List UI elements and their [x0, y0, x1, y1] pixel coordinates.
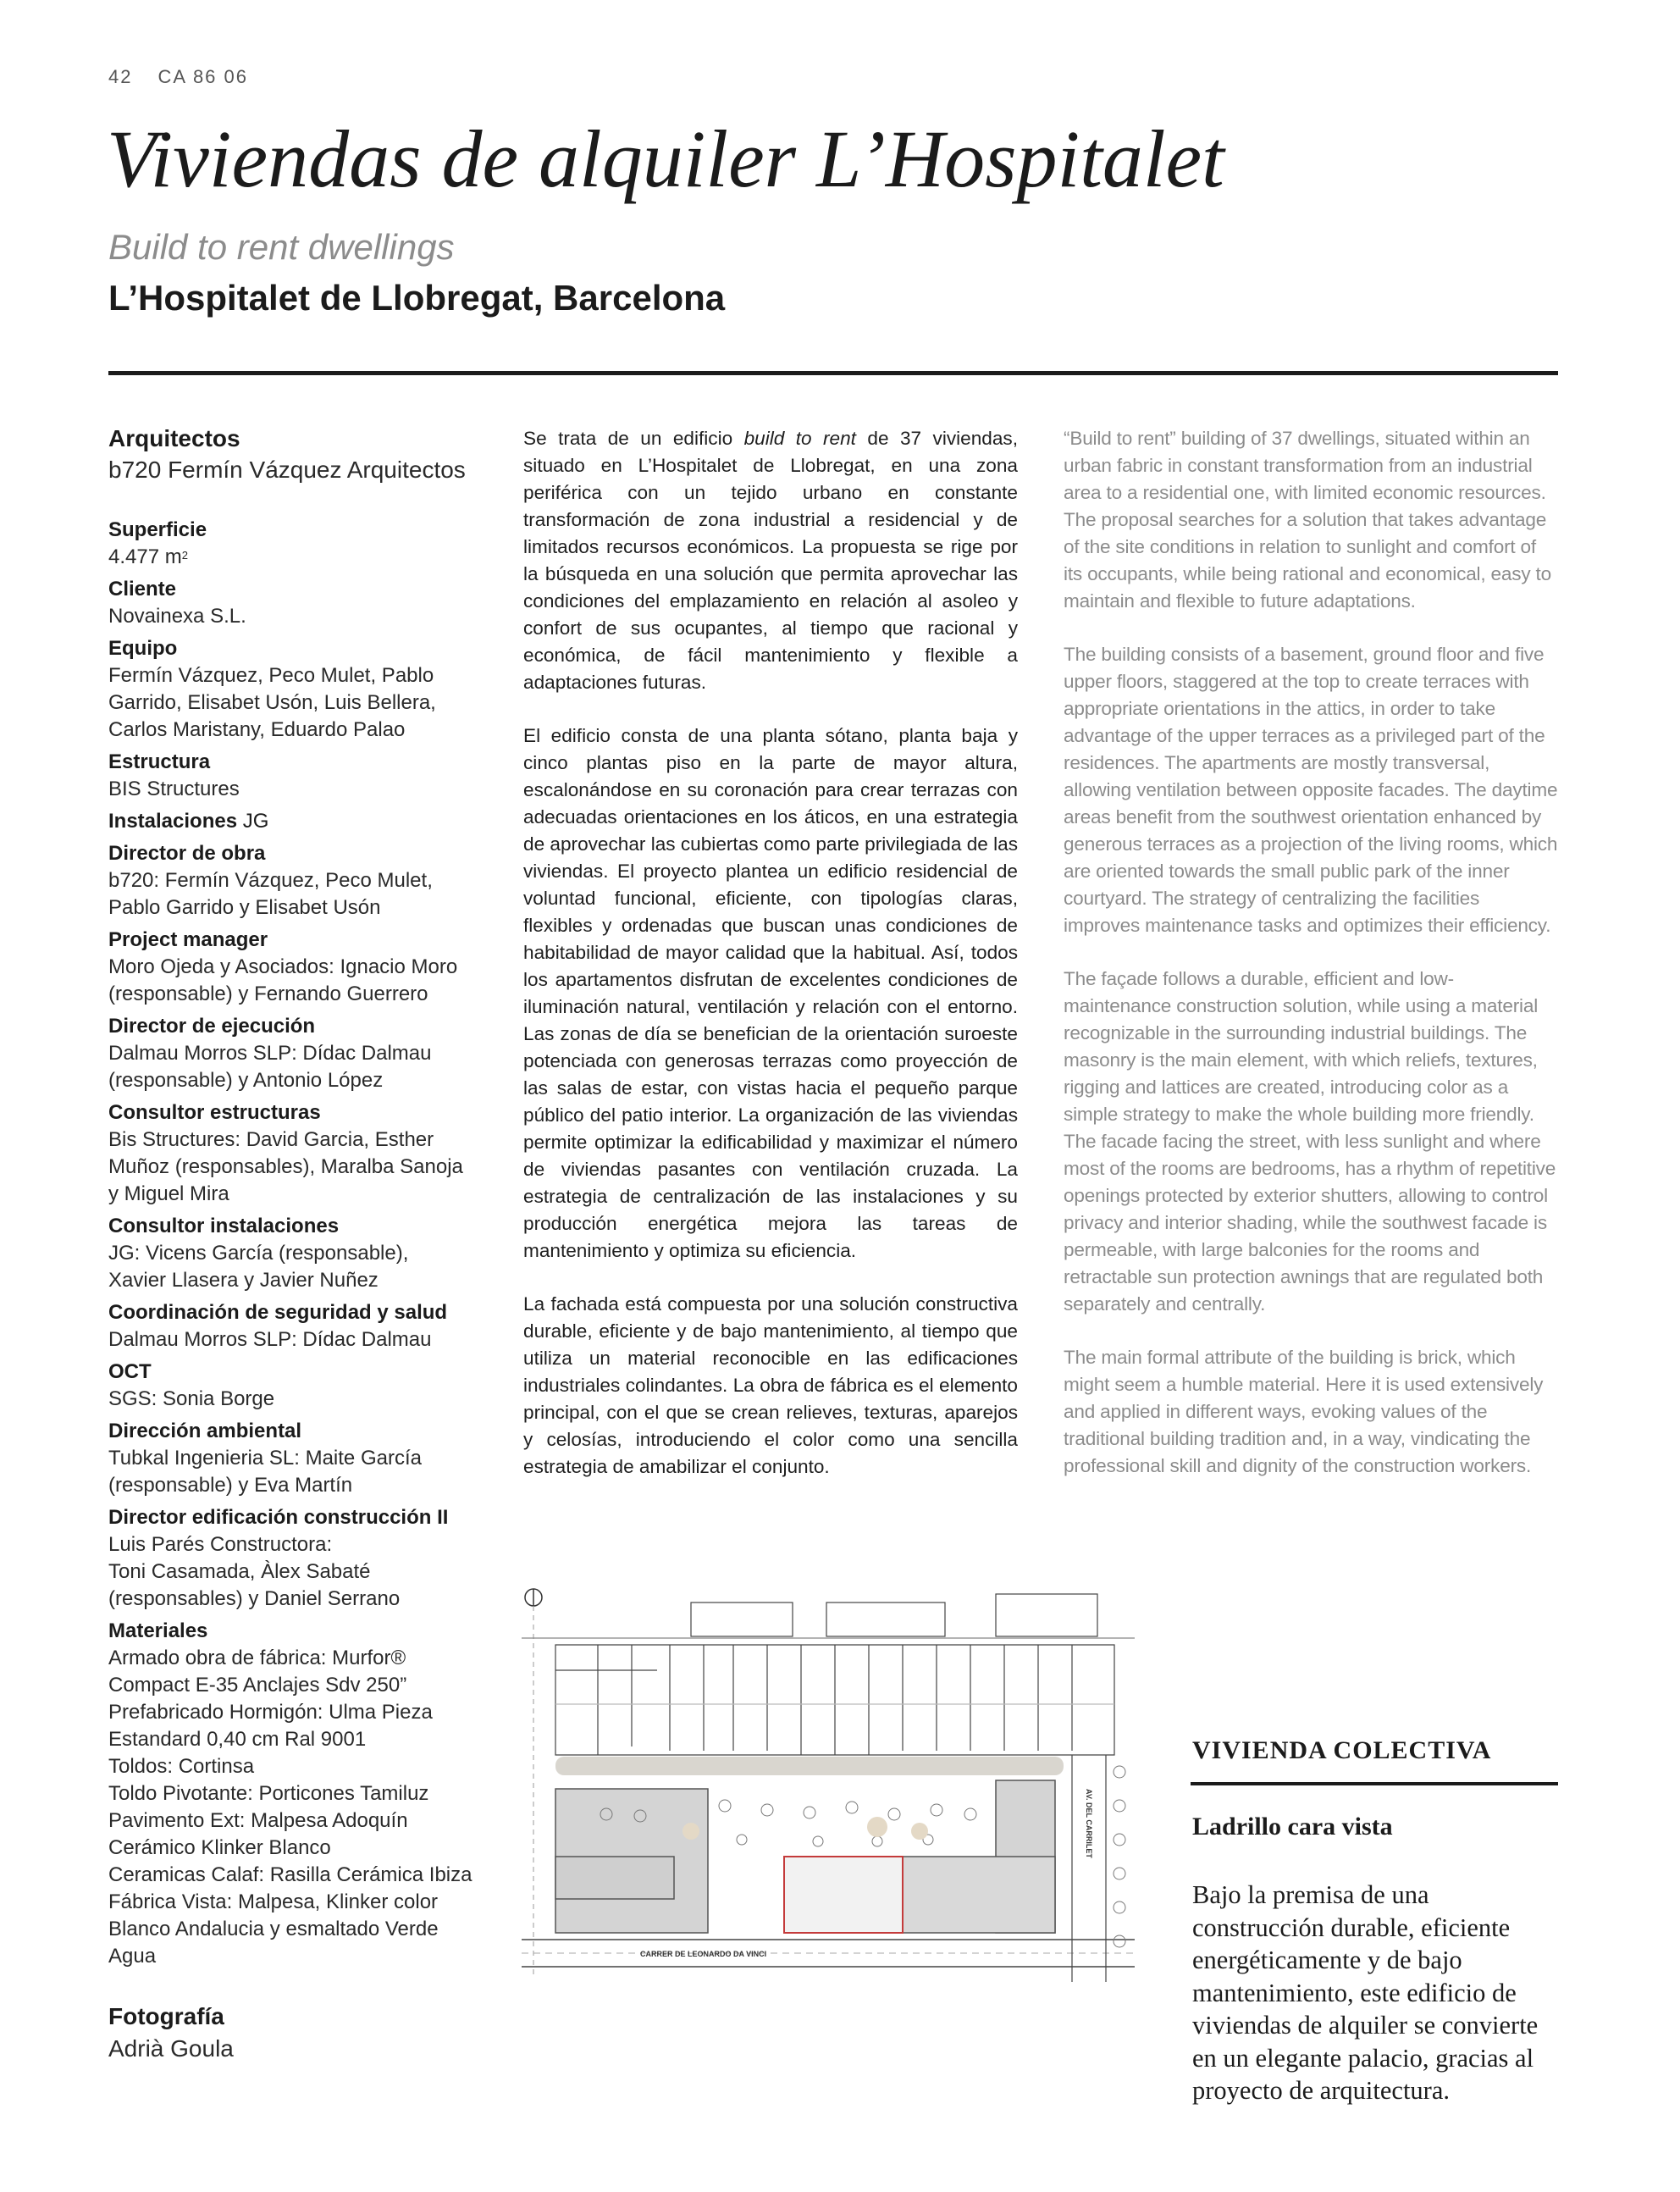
- credit-label: Equipo: [108, 637, 178, 660]
- credit-value: b720 Fermín Vázquez Arquitectos: [108, 457, 466, 483]
- credit-label-inline: [108, 808, 498, 835]
- credit-project-manager: [108, 927, 498, 1008]
- english-paragraph: The main formal attribute of the building is brick, which might seem a humble material. Here it is used extensively and applied in different ways, evoking values of the traditional building tradition and, in a way, vindicating the professional skill and dignity of the construction workers.: [1064, 1347, 1544, 1476]
- credit-label: Dirección ambiental: [108, 1420, 302, 1442]
- text-run: de 37 viviendas, situado en L’Hospitalet de Llobregat, en una zona periférica con un tejido urbano en constante transformación de zona industrial a residencial y de limitados recursos económicos. La propuesta se rige por la búsqueda en una solución que permita aprovechar las condiciones del emplazamiento en relación al asoleo y confort de sus ocupantes, al tiempo que racional y económica, de fácil mantenimiento y flexible a adaptaciones futuras.: [523, 428, 1018, 693]
- english-paragraph: The building consists of a basement, ground floor and five upper floors, staggered at the top to create terraces with appropriate orientations in the attics, in order to take advantage of the upper terraces as a privileged part of the residences. The apartments are mostly transversal, allowing ventilation between opposite facades. The daytime areas benefit from the southwest orientation enhanced by generous terraces as a projection of the living rooms, which are oriented towards the small public park of the inner courtyard. The strategy of centralizing the facilities improves maintenance tasks and optimizes their efficiency.: [1064, 644, 1558, 936]
- credit-consultor-estructuras: [108, 1099, 498, 1208]
- credit-value: JG: [242, 810, 269, 833]
- credit-value: Adrià Goula: [108, 2035, 234, 2062]
- page-subtitle: Build to rent dwellings: [108, 227, 455, 267]
- credit-value: Moro Ojeda y Asociados: Ignacio Moro (responsable) y Fernando Guerrero: [108, 955, 458, 1005]
- credit-label: Materiales: [108, 1619, 208, 1642]
- spanish-paragraph: La fachada está compuesta por una solución constructiva durable, eficiente y de bajo mantenimiento, al tiempo que utiliza un material reconocible en las edificaciones industriales colindantes. La obra de fábrica es el elemento principal, con el que se crean relieves, texturas, aparejos y celosías, introduciendo el color como una sencilla estrategia de amabilizar el conjunto.: [523, 1293, 1018, 1477]
- english-paragraph: The façade follows a durable, efficient and low-maintenance construction solution, while using a material recognizable in the surrounding industrial buildings. The masonry is the main element, with which reliefs, textures, rigging and lattices are created, introducing color as a simple strategy to make the whole building more friendly. The facade facing the street, with less sunlight and where most of the rooms are bedrooms, has a rhythm of repetitive openings protected by exterior shutters, allowing to control privacy and interior shading, while the southwest facade is permeable, with large balconies for the rooms and retractable sun protection awnings that are regulated both separately and centrally.: [1064, 968, 1556, 1315]
- sidebar-divider: [1191, 1782, 1558, 1785]
- credit-director-obra: [108, 840, 498, 922]
- credit-direccion-ambiental: [108, 1418, 498, 1499]
- credit-value: Dalmau Morros SLP: Dídac Dalmau: [108, 1328, 432, 1351]
- text-run: Se trata de un edificio: [523, 428, 744, 449]
- credit-label: Instalaciones: [108, 810, 238, 833]
- credit-fotografia: [108, 2001, 498, 2065]
- english-text-column: [1064, 425, 1558, 1506]
- spanish-paragraph: [523, 425, 1018, 696]
- street-label: CARRER DE LEONARDO DA VINCI: [640, 1950, 767, 1958]
- site-plan-drawing: [522, 1577, 1135, 1982]
- credit-label: Fotografía: [108, 2003, 224, 2029]
- header-divider: [108, 371, 1558, 375]
- credit-value: Dalmau Morros SLP: Dídac Dalmau (responsable) y Antonio López: [108, 1042, 432, 1092]
- spanish-text-column: [523, 425, 1018, 1507]
- credit-label: Estructura: [108, 750, 211, 773]
- sidebar-body: Bajo la premisa de una construcción durable, eficiente energéticamente y de bajo mantenimiento, este edificio de viviendas de alquiler se convierte en un elegante palacio, gracias al proyecto de arquitectura.: [1192, 1880, 1539, 2105]
- side-street-label: AV. DEL CARRILET: [1085, 1789, 1093, 1858]
- credit-consultor-instalaciones: [108, 1213, 498, 1294]
- credit-superficie: [108, 517, 498, 571]
- credits-column: [108, 423, 498, 2070]
- credit-value: JG: Vicens García (responsable), Xavier Llasera y Javier Nuñez: [108, 1242, 409, 1292]
- issue-code: CA 86 06: [158, 66, 248, 87]
- credit-label: Project manager: [108, 928, 268, 951]
- credit-label: Coordinación de seguridad y salud: [108, 1301, 448, 1324]
- credit-value: BIS Structures: [108, 778, 240, 800]
- credit-materiales: [108, 1618, 498, 1970]
- credit-director-edificacion: [108, 1504, 498, 1613]
- credit-value: Tubkal Ingenieria SL: Maite García (responsable) y Eva Martín: [108, 1447, 422, 1497]
- credit-arquitectos: [108, 423, 498, 486]
- credit-value: SGS: Sonia Borge: [108, 1387, 275, 1410]
- credit-value: Luis Parés Constructora: Toni Casamada, Àlex Sabaté (responsables) y Daniel Serrano: [108, 1533, 401, 1610]
- credit-label: Director de ejecución: [108, 1015, 316, 1038]
- credit-cliente: [108, 576, 498, 630]
- credit-value: Bis Structures: David Garcia, Esther Muñoz (responsables), Maralba Sanoja y Miguel Mira: [108, 1128, 463, 1205]
- credit-value: b720: Fermín Vázquez, Peco Mulet, Pablo Garrido y Elisabet Usón: [108, 869, 433, 919]
- credit-label: Arquitectos: [108, 425, 240, 451]
- credit-coordinacion-seguridad: [108, 1299, 498, 1353]
- credit-director-ejecucion: [108, 1013, 498, 1094]
- spanish-paragraph: El edificio consta de una planta sótano, planta baja y cinco plantas piso en la parte de mayor altura, escalonándose en su coronación para crear terrazas con adecuadas orientaciones en los áticos, en una estrategia de aprovechar las cubiertas como parte privilegiada de las viviendas. El proyecto plantea un edificio residencial de voluntad funcional, eficiente, con tipologías claras, flexibles y ordenadas que buscan unas condiciones de habitabilidad de mayor calidad que la habitual. Así, todos los apartamentos disfrutan de excelentes condiciones de iluminación natural, ventilación y relación con el entorno. Las zonas de día se benefician de la orientación suroeste potenciada con generosas terrazas como proyección de las salas de estar, con vistas hacia el pequeño parque público del patio interior. La organización de las viviendas permite optimizar la edificabilidad y maximizar el número de viviendas pasantes con ventilación cruzada. La estrategia de centralización de las instalaciones y su producción energética mejora las tareas de mantenimiento y optimiza su eficiencia.: [523, 725, 1018, 1261]
- project-location: L’Hospitalet de Llobregat, Barcelona: [108, 278, 726, 318]
- credit-instalaciones: [108, 808, 498, 835]
- credit-label: Consultor instalaciones: [108, 1215, 340, 1237]
- emphasis-run: build to rent: [743, 428, 856, 449]
- sidebar-heading: Ladrillo cara vista: [1192, 1813, 1393, 1841]
- credit-label: Superficie: [108, 518, 207, 541]
- page-title: Viviendas de alquiler L’Hospitalet: [107, 113, 1224, 204]
- credit-value: Fermín Vázquez, Peco Mulet, Pablo Garrido, Elisabet Usón, Luis Bellera, Carlos Maristany, Eduardo Palao: [108, 664, 436, 741]
- credit-value: Novainexa S.L.: [108, 605, 246, 628]
- credit-value: Armado obra de fábrica: Murfor® Compact E-35 Anclajes Sdv 250” Prefabricado Hormigón: Ulma Pieza Estandard 0,40 cm Ral 9001 Toldos: Cortinsa Toldo Pivotante: Porticones Tamiluz Pavimento Ext: Malpesa Adoquín Cerámico Klinker Blanco Ceramicas Calaf: Rasilla Cerámica Ibiza Fábrica Vista: Malpesa, Klinker color Blanco Andalucia y esmaltado Verde Agua: [108, 1647, 472, 1968]
- credit-value: [108, 544, 498, 571]
- english-paragraph: “Build to rent” building of 37 dwellings, situated within an urban fabric in constant transformation from an industrial area to a residential one, with limited economic resources. The proposal searches for a solution that takes advantage of the site conditions in relation to sunlight and comfort of its occupants, while being rational and economical, easy to maintain and flexible to future adaptations.: [1064, 428, 1551, 612]
- page-number: 42: [108, 66, 133, 87]
- folio: [108, 66, 248, 88]
- credit-equipo: [108, 635, 498, 744]
- credit-label: Cliente: [108, 578, 177, 601]
- credit-label: Director de obra: [108, 842, 266, 865]
- tree-row: [555, 1757, 1064, 1775]
- area-value: 4.477 m: [108, 545, 182, 568]
- credit-estructura: [108, 749, 498, 803]
- area-unit-exponent: 2: [181, 549, 188, 562]
- credit-label: Director edificación construcción II: [108, 1506, 449, 1529]
- project-site-outline: [784, 1857, 903, 1933]
- credit-oct: [108, 1359, 498, 1413]
- credit-label: Consultor estructuras: [108, 1101, 321, 1124]
- sidebar-category: VIVIENDA COLECTIVA: [1192, 1736, 1492, 1764]
- credit-label: OCT: [108, 1360, 152, 1383]
